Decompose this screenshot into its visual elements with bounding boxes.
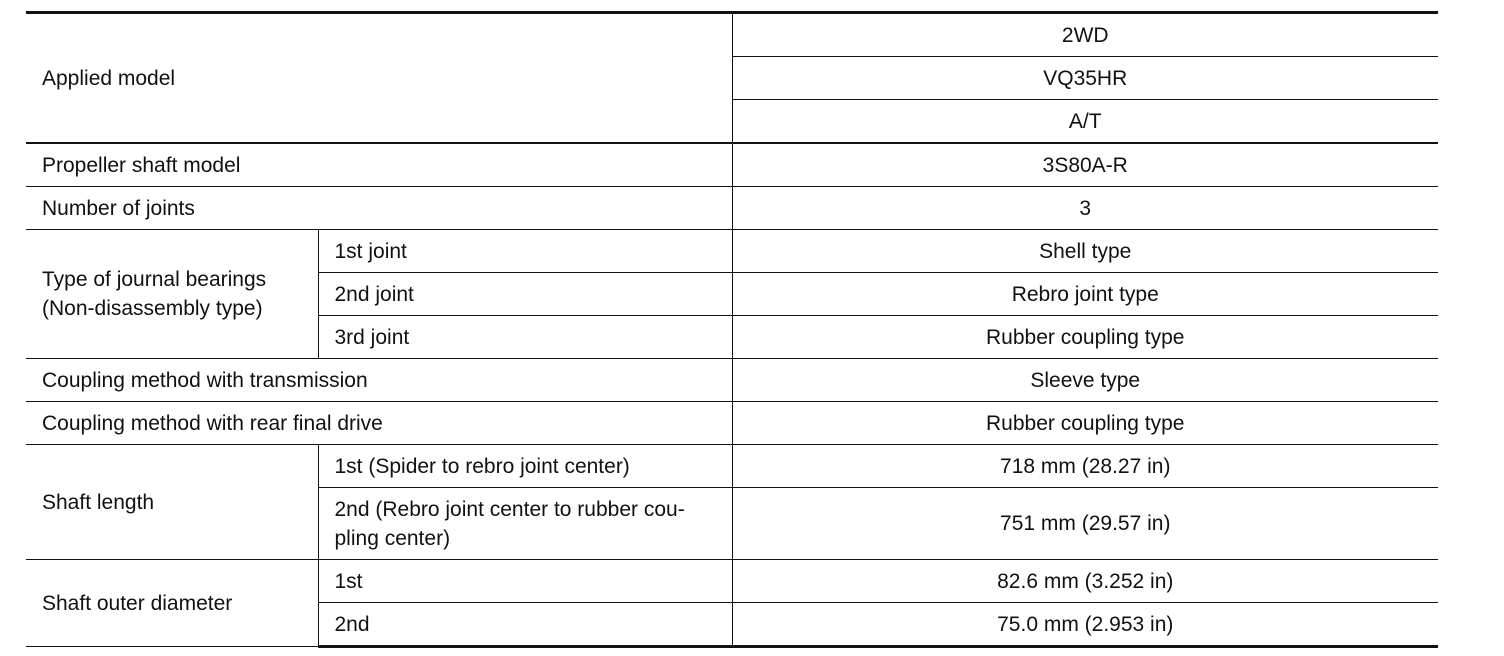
shaft-length-segment-name — [318, 488, 732, 560]
table-row — [26, 560, 1438, 603]
shaft-length-segment-value: 751 mm (29.57 in) — [732, 488, 1438, 560]
propeller-shaft-model-value: 3S80A-R — [732, 143, 1438, 187]
shaft-length-label: Shaft length — [26, 445, 318, 560]
coupling-transmission-label: Coupling method with transmission — [26, 359, 732, 402]
journal-bearing-joint-name: 2nd joint — [318, 273, 732, 316]
applied-model-label: Applied model — [26, 13, 732, 144]
number-of-joints-value: 3 — [732, 187, 1438, 230]
shaft-length-segment-value: 718 mm (28.27 in) — [732, 445, 1438, 488]
shaft-length-segment-name-line1: 2nd (Rebro joint center to rubber cou- — [334, 497, 685, 521]
coupling-transmission-value: Sleeve type — [732, 359, 1438, 402]
shaft-diameter-segment-name: 2nd — [318, 603, 732, 647]
number-of-joints-label: Number of joints — [26, 187, 732, 230]
shaft-length-segment-name: 1st (Spider to rebro joint center) — [318, 445, 732, 488]
applied-model-engine-value: VQ35HR — [732, 57, 1438, 100]
journal-bearings-label-line2: (Non-disassembly type) — [42, 297, 263, 320]
table-row — [26, 359, 1438, 402]
table-row — [26, 13, 1438, 57]
shaft-diameter-segment-name: 1st — [318, 560, 732, 603]
journal-bearing-joint-name: 1st joint — [318, 230, 732, 273]
coupling-rear-final-drive-value: Rubber coupling type — [732, 402, 1438, 445]
shaft-diameter-segment-value: 82.6 mm (3.252 in) — [732, 560, 1438, 603]
journal-bearings-label-line1: Type of journal bearings — [42, 268, 267, 291]
shaft-outer-diameter-label: Shaft outer diameter — [26, 560, 318, 647]
table-row — [26, 402, 1438, 445]
journal-bearing-joint-value: Rubber coupling type — [732, 316, 1438, 359]
propeller-shaft-model-label: Propeller shaft model — [26, 143, 732, 187]
propeller-shaft-spec-table — [26, 11, 1438, 648]
coupling-rear-final-drive-label: Coupling method with rear final drive — [26, 402, 732, 445]
shaft-diameter-segment-value: 75.0 mm (2.953 in) — [732, 603, 1438, 647]
applied-model-drive-value: 2WD — [732, 13, 1438, 57]
table-row — [26, 230, 1438, 273]
journal-bearing-joint-value: Shell type — [732, 230, 1438, 273]
journal-bearing-joint-value: Rebro joint type — [732, 273, 1438, 316]
journal-bearing-joint-name: 3rd joint — [318, 316, 732, 359]
table-row — [26, 445, 1438, 488]
applied-model-transmission-value: A/T — [732, 100, 1438, 144]
table-row — [26, 187, 1438, 230]
table-row — [26, 143, 1438, 187]
journal-bearings-label — [26, 230, 318, 359]
shaft-length-segment-name-line2: pling center) — [334, 526, 451, 550]
